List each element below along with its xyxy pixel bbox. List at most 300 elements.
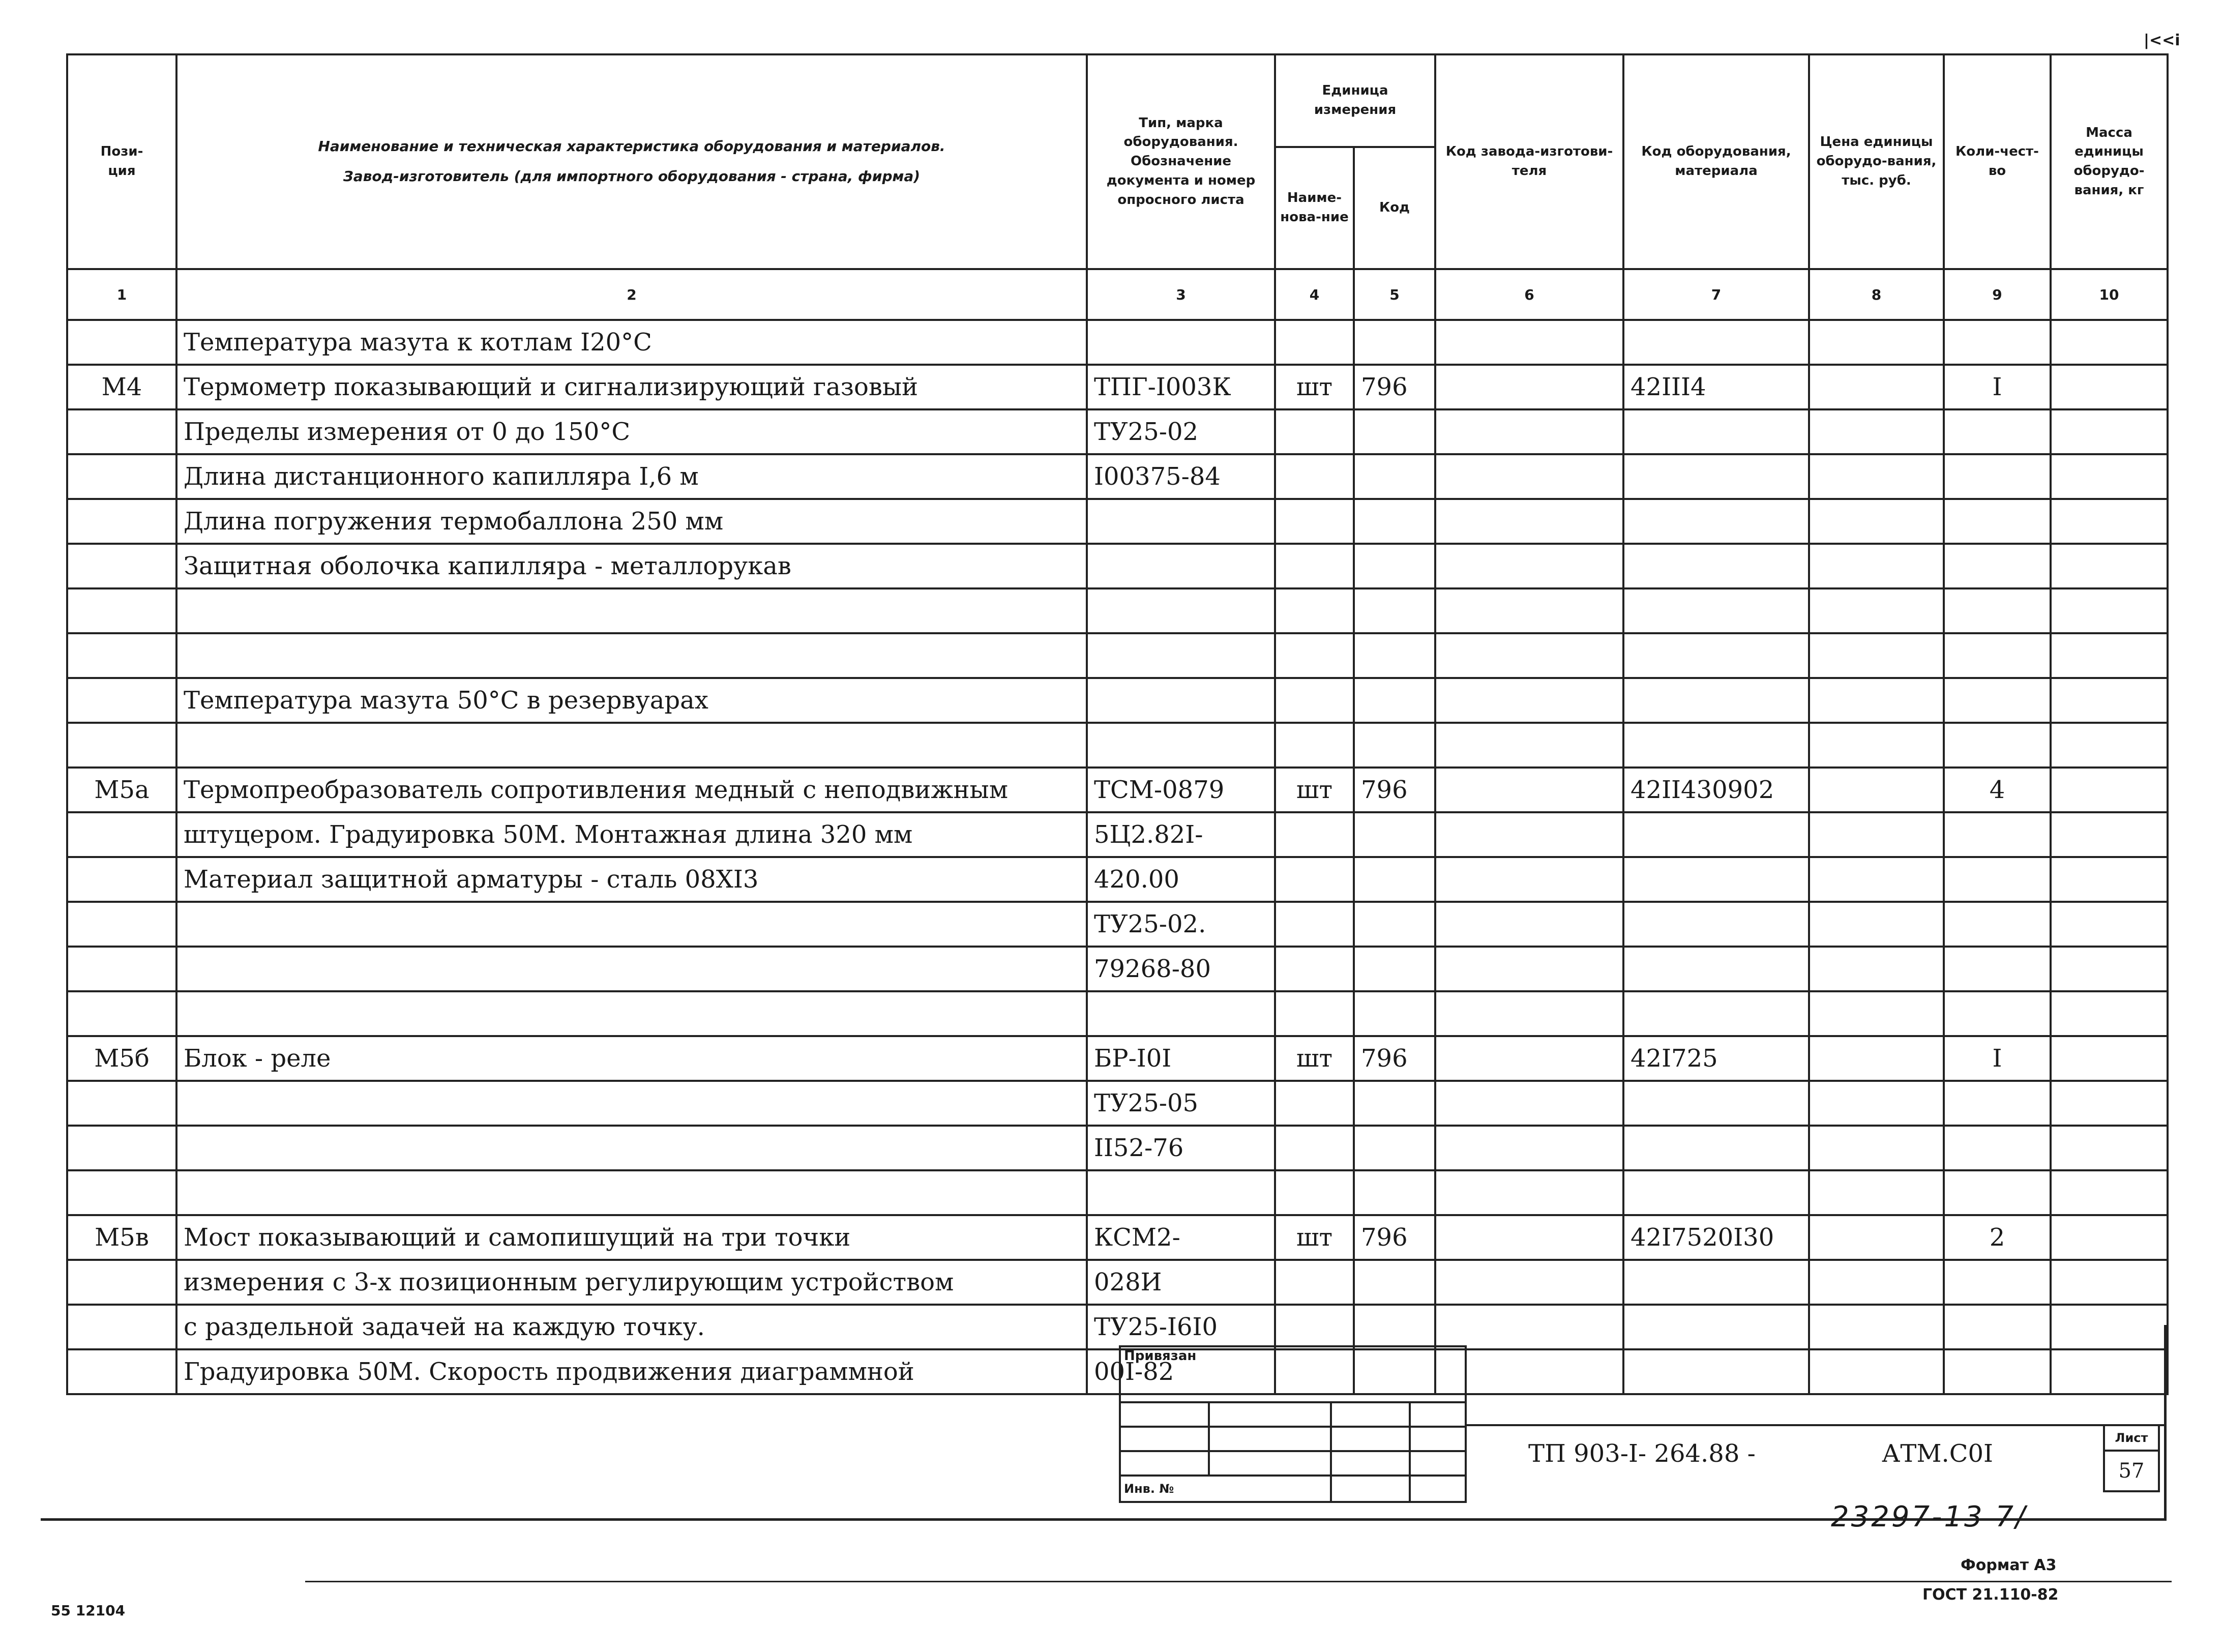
row-mass xyxy=(2051,1215,2168,1260)
row-quantity xyxy=(1944,812,2051,857)
row-equipment-code xyxy=(1623,902,1809,947)
table-body xyxy=(67,320,2168,1394)
table-row xyxy=(67,991,2168,1036)
row-type: 5Ц2.82I- xyxy=(1087,812,1275,857)
row-mass xyxy=(2051,812,2168,857)
row-price xyxy=(1809,1305,1944,1349)
column-number: 6 xyxy=(1435,269,1623,320)
header-position: Пози- ция xyxy=(67,54,176,269)
row-quantity xyxy=(1944,1126,2051,1170)
column-number: 7 xyxy=(1623,269,1809,320)
header-quantity: Коли-чест-во xyxy=(1944,54,2051,269)
row-unit-code xyxy=(1354,678,1435,723)
trim-line xyxy=(305,1581,2172,1582)
row-name xyxy=(176,947,1087,991)
row-factory-code xyxy=(1435,1305,1623,1349)
row-name: с раздельной задачей на каждую точку. xyxy=(176,1305,1087,1349)
row-type xyxy=(1087,588,1275,633)
row-equipment-code xyxy=(1623,1260,1809,1305)
header-unit: Единица измерения xyxy=(1275,54,1435,147)
row-price xyxy=(1809,812,1944,857)
row-factory-code xyxy=(1435,320,1623,365)
row-name xyxy=(176,1126,1087,1170)
row-position xyxy=(67,991,176,1036)
row-factory-code xyxy=(1435,633,1623,678)
row-quantity xyxy=(1944,1081,2051,1126)
column-number: 9 xyxy=(1944,269,2051,320)
row-equipment-code xyxy=(1623,499,1809,544)
row-factory-code xyxy=(1435,499,1623,544)
print-code: 55 12104 xyxy=(51,1602,126,1619)
row-unit xyxy=(1275,1170,1354,1215)
row-mass xyxy=(2051,1126,2168,1170)
row-unit xyxy=(1275,454,1354,499)
row-price xyxy=(1809,320,1944,365)
attachment-block xyxy=(1119,1345,1467,1503)
table-row xyxy=(67,1036,2168,1081)
row-mass xyxy=(2051,1349,2168,1394)
row-mass xyxy=(2051,320,2168,365)
row-price xyxy=(1809,1349,1944,1394)
row-name: Температура мазута к котлам I20°C xyxy=(176,320,1087,365)
row-unit-code: 796 xyxy=(1354,1215,1435,1260)
table-row xyxy=(67,812,2168,857)
row-type: ТУ25-02 xyxy=(1087,409,1275,454)
header-factory-code: Код завода-изготови-теля xyxy=(1435,54,1623,269)
row-quantity xyxy=(1944,678,2051,723)
table-row xyxy=(67,857,2168,902)
row-unit xyxy=(1275,902,1354,947)
column-number: 1 xyxy=(67,269,176,320)
row-factory-code xyxy=(1435,902,1623,947)
table-row xyxy=(67,723,2168,768)
header-row xyxy=(67,54,2168,147)
row-factory-code xyxy=(1435,409,1623,454)
table-row xyxy=(67,947,2168,991)
row-name xyxy=(176,588,1087,633)
row-mass xyxy=(2051,544,2168,588)
row-equipment-code xyxy=(1623,991,1809,1036)
row-name: Материал защитной арматуры - сталь 08ХI3 xyxy=(176,857,1087,902)
row-factory-code xyxy=(1435,454,1623,499)
table-row xyxy=(67,365,2168,409)
row-unit: шт xyxy=(1275,1036,1354,1081)
row-price xyxy=(1809,1081,1944,1126)
row-mass xyxy=(2051,1305,2168,1349)
header-type: Тип, марка оборудования. Обозначение документа и номер опросного листа xyxy=(1087,54,1275,269)
document-mark: АТМ.С0I xyxy=(1882,1439,1993,1468)
row-factory-code xyxy=(1435,544,1623,588)
row-mass xyxy=(2051,365,2168,409)
row-price xyxy=(1809,409,1944,454)
row-mass xyxy=(2051,857,2168,902)
row-type xyxy=(1087,678,1275,723)
row-mass xyxy=(2051,588,2168,633)
row-equipment-code xyxy=(1623,947,1809,991)
row-type xyxy=(1087,633,1275,678)
table-row xyxy=(67,499,2168,544)
row-quantity xyxy=(1944,1349,2051,1394)
row-name xyxy=(176,902,1087,947)
row-price xyxy=(1809,857,1944,902)
row-factory-code xyxy=(1435,1170,1623,1215)
row-mass xyxy=(2051,499,2168,544)
row-position xyxy=(67,723,176,768)
row-position xyxy=(67,1126,176,1170)
row-quantity xyxy=(1944,1260,2051,1305)
header-description-line1: Наименование и техническая характеристика оборудования и материалов. xyxy=(318,138,945,155)
row-price xyxy=(1809,544,1944,588)
row-price xyxy=(1809,723,1944,768)
row-mass xyxy=(2051,1170,2168,1215)
row-mass xyxy=(2051,454,2168,499)
row-type: БР-I0I xyxy=(1087,1036,1275,1081)
row-unit-code xyxy=(1354,544,1435,588)
row-equipment-code xyxy=(1623,409,1809,454)
row-mass xyxy=(2051,991,2168,1036)
row-name: Пределы измерения от 0 до 150°C xyxy=(176,409,1087,454)
row-position: M5б xyxy=(67,1036,176,1081)
row-type: ТУ25-I6I0 xyxy=(1087,1305,1275,1349)
row-unit-code xyxy=(1354,723,1435,768)
row-unit xyxy=(1275,1126,1354,1170)
row-factory-code xyxy=(1435,1081,1623,1126)
row-name: Термопреобразователь сопротивления медный с неподвижным xyxy=(176,768,1087,812)
row-equipment-code xyxy=(1623,857,1809,902)
row-quantity xyxy=(1944,947,2051,991)
row-name: штуцером. Градуировка 50М. Монтажная длина 320 мм xyxy=(176,812,1087,857)
row-name: Блок - реле xyxy=(176,1036,1087,1081)
sheet-number: 57 xyxy=(2104,1451,2159,1491)
header-unit-name: Наиме-нова-ние xyxy=(1275,147,1354,269)
row-unit-code xyxy=(1354,857,1435,902)
row-mass xyxy=(2051,947,2168,991)
row-name: измерения с 3-х позиционным регулирующим устройством xyxy=(176,1260,1087,1305)
document-number: ТП 903-I- 264.88 - xyxy=(1528,1439,1756,1468)
row-price xyxy=(1809,454,1944,499)
row-factory-code xyxy=(1435,678,1623,723)
row-price xyxy=(1809,1126,1944,1170)
row-type: ТУ25-02. xyxy=(1087,902,1275,947)
row-factory-code xyxy=(1435,1260,1623,1305)
row-price xyxy=(1809,1215,1944,1260)
row-unit: шт xyxy=(1275,365,1354,409)
table-row xyxy=(67,1305,2168,1349)
row-unit-code: 796 xyxy=(1354,365,1435,409)
row-quantity: I xyxy=(1944,1036,2051,1081)
row-mass xyxy=(2051,723,2168,768)
row-quantity xyxy=(1944,902,2051,947)
header-mass: Масса единицы оборудо-вания, кг xyxy=(2051,54,2168,269)
column-number: 10 xyxy=(2051,269,2168,320)
row-factory-code xyxy=(1435,588,1623,633)
row-equipment-code: 42I7520I30 xyxy=(1623,1215,1809,1260)
row-unit-code xyxy=(1354,812,1435,857)
row-name: Градуировка 50М. Скорость продвижения диаграммной xyxy=(176,1349,1087,1394)
row-quantity xyxy=(1944,723,2051,768)
table-row xyxy=(67,1126,2168,1170)
row-price xyxy=(1809,947,1944,991)
header-description xyxy=(176,54,1087,269)
row-name xyxy=(176,723,1087,768)
row-unit-code xyxy=(1354,902,1435,947)
table-row xyxy=(67,1260,2168,1305)
row-unit xyxy=(1275,633,1354,678)
header-unit-code: Код xyxy=(1354,147,1435,269)
sheet-box xyxy=(2103,1424,2160,1492)
row-price xyxy=(1809,365,1944,409)
row-type: КСМ2- xyxy=(1087,1215,1275,1260)
row-unit xyxy=(1275,1081,1354,1126)
row-equipment-code xyxy=(1623,723,1809,768)
sheet-label: Лист xyxy=(2104,1425,2159,1451)
table-row xyxy=(67,902,2168,947)
row-quantity: I xyxy=(1944,365,2051,409)
row-position xyxy=(67,499,176,544)
row-name xyxy=(176,633,1087,678)
row-quantity xyxy=(1944,409,2051,454)
row-type: 00I-82 xyxy=(1087,1349,1275,1394)
row-position xyxy=(67,857,176,902)
row-unit-code xyxy=(1354,633,1435,678)
row-factory-code xyxy=(1435,812,1623,857)
row-unit-code xyxy=(1354,499,1435,544)
row-quantity xyxy=(1944,320,2051,365)
table-row xyxy=(67,588,2168,633)
table-row xyxy=(67,320,2168,365)
column-number: 8 xyxy=(1809,269,1944,320)
row-position xyxy=(67,1081,176,1126)
row-quantity xyxy=(1944,544,2051,588)
row-type xyxy=(1087,320,1275,365)
table-row xyxy=(67,1170,2168,1215)
row-type: 420.00 xyxy=(1087,857,1275,902)
row-name xyxy=(176,1170,1087,1215)
row-mass xyxy=(2051,633,2168,678)
row-price xyxy=(1809,768,1944,812)
row-factory-code xyxy=(1435,1036,1623,1081)
row-equipment-code xyxy=(1623,1349,1809,1394)
column-number: 4 xyxy=(1275,269,1354,320)
row-position: M5а xyxy=(67,768,176,812)
row-type: ТСМ-0879 xyxy=(1087,768,1275,812)
row-unit xyxy=(1275,544,1354,588)
row-mass xyxy=(2051,902,2168,947)
row-quantity xyxy=(1944,1305,2051,1349)
row-position: M5в xyxy=(67,1215,176,1260)
row-type: ТУ25-05 xyxy=(1087,1081,1275,1126)
row-position xyxy=(67,902,176,947)
header-price: Цена единицы оборудо-вания, тыс. руб. xyxy=(1809,54,1944,269)
row-equipment-code xyxy=(1623,812,1809,857)
row-mass xyxy=(2051,409,2168,454)
row-unit xyxy=(1275,991,1354,1036)
row-factory-code xyxy=(1435,947,1623,991)
row-quantity xyxy=(1944,991,2051,1036)
row-type xyxy=(1087,991,1275,1036)
row-name: Длина дистанционного капилляра I,6 м xyxy=(176,454,1087,499)
row-quantity: 4 xyxy=(1944,768,2051,812)
row-position xyxy=(67,1305,176,1349)
row-type xyxy=(1087,723,1275,768)
row-unit xyxy=(1275,723,1354,768)
row-unit-code xyxy=(1354,1305,1435,1349)
row-equipment-code xyxy=(1623,588,1809,633)
row-factory-code xyxy=(1435,857,1623,902)
row-position xyxy=(67,588,176,633)
row-unit-code xyxy=(1354,1170,1435,1215)
table-row xyxy=(67,768,2168,812)
row-name xyxy=(176,1081,1087,1126)
row-type: ТПГ-I003К xyxy=(1087,365,1275,409)
row-unit: шт xyxy=(1275,768,1354,812)
row-unit xyxy=(1275,320,1354,365)
row-mass xyxy=(2051,1036,2168,1081)
gost-label: ГОСТ 21.110-82 xyxy=(1922,1586,2059,1604)
row-equipment-code xyxy=(1623,1081,1809,1126)
row-unit xyxy=(1275,857,1354,902)
row-price xyxy=(1809,1260,1944,1305)
row-quantity xyxy=(1944,857,2051,902)
row-unit-code xyxy=(1354,947,1435,991)
row-mass xyxy=(2051,1081,2168,1126)
row-unit-code xyxy=(1354,1260,1435,1305)
row-name: Термометр показывающий и сигнализирующий газовый xyxy=(176,365,1087,409)
row-position: M4 xyxy=(67,365,176,409)
column-number: 2 xyxy=(176,269,1087,320)
row-position xyxy=(67,409,176,454)
row-unit-code: 796 xyxy=(1354,768,1435,812)
table-row xyxy=(67,409,2168,454)
row-equipment-code xyxy=(1623,678,1809,723)
row-position xyxy=(67,812,176,857)
table-row xyxy=(67,544,2168,588)
row-equipment-code xyxy=(1623,633,1809,678)
row-equipment-code: 42III4 xyxy=(1623,365,1809,409)
row-name xyxy=(176,991,1087,1036)
header-description-line2: Завод-изготовитель (для импортного оборудования - страна, фирма) xyxy=(343,168,921,185)
row-unit-code xyxy=(1354,320,1435,365)
row-unit xyxy=(1275,812,1354,857)
table-row xyxy=(67,454,2168,499)
table-row xyxy=(67,1349,2168,1394)
row-quantity xyxy=(1944,1170,2051,1215)
row-price xyxy=(1809,991,1944,1036)
right-border xyxy=(2164,1325,2167,1520)
corner-mark: |<<i xyxy=(2144,32,2180,49)
row-position xyxy=(67,947,176,991)
row-name: Температура мазута 50°C в резервуарах xyxy=(176,678,1087,723)
row-equipment-code xyxy=(1623,1170,1809,1215)
row-price xyxy=(1809,588,1944,633)
row-price xyxy=(1809,1170,1944,1215)
row-unit xyxy=(1275,1305,1354,1349)
row-price xyxy=(1809,902,1944,947)
row-unit-code xyxy=(1354,991,1435,1036)
title-block-top-line xyxy=(1465,1424,2167,1426)
row-type: 028И xyxy=(1087,1260,1275,1305)
row-unit-code xyxy=(1354,1081,1435,1126)
row-type xyxy=(1087,1170,1275,1215)
inventory-label: Инв. № xyxy=(1120,1476,1331,1502)
table-row xyxy=(67,1081,2168,1126)
row-position xyxy=(67,454,176,499)
row-type: II52-76 xyxy=(1087,1126,1275,1170)
table-row xyxy=(67,1215,2168,1260)
row-type: 79268-80 xyxy=(1087,947,1275,991)
handwritten-number: 23297-13 7/ xyxy=(1831,1500,2027,1533)
row-position xyxy=(67,1260,176,1305)
row-unit-code xyxy=(1354,1126,1435,1170)
table-row xyxy=(67,633,2168,678)
row-quantity xyxy=(1944,588,2051,633)
row-position xyxy=(67,320,176,365)
row-price xyxy=(1809,633,1944,678)
row-equipment-code xyxy=(1623,544,1809,588)
attached-label: Привязан xyxy=(1120,1346,1466,1402)
row-type: I00375-84 xyxy=(1087,454,1275,499)
row-name: Защитная оболочка капилляра - металлорукав xyxy=(176,544,1087,588)
row-position xyxy=(67,678,176,723)
row-unit xyxy=(1275,499,1354,544)
row-unit-code: 796 xyxy=(1354,1036,1435,1081)
row-price xyxy=(1809,1036,1944,1081)
row-unit xyxy=(1275,409,1354,454)
row-quantity xyxy=(1944,633,2051,678)
row-price xyxy=(1809,678,1944,723)
row-unit xyxy=(1275,1260,1354,1305)
row-unit: шт xyxy=(1275,1215,1354,1260)
column-numbers-row xyxy=(67,269,2168,320)
row-factory-code xyxy=(1435,1215,1623,1260)
row-type xyxy=(1087,544,1275,588)
column-number: 5 xyxy=(1354,269,1435,320)
equipment-table xyxy=(66,53,2169,1395)
row-mass xyxy=(2051,678,2168,723)
row-equipment-code xyxy=(1623,1126,1809,1170)
row-quantity xyxy=(1944,454,2051,499)
row-mass xyxy=(2051,1260,2168,1305)
row-quantity: 2 xyxy=(1944,1215,2051,1260)
row-mass xyxy=(2051,768,2168,812)
row-quantity xyxy=(1944,499,2051,544)
row-unit xyxy=(1275,947,1354,991)
row-name: Мост показывающий и самопишущий на три точки xyxy=(176,1215,1087,1260)
row-equipment-code: 42I725 xyxy=(1623,1036,1809,1081)
row-position xyxy=(67,1170,176,1215)
row-position xyxy=(67,544,176,588)
row-factory-code xyxy=(1435,723,1623,768)
table-row xyxy=(67,678,2168,723)
row-unit-code xyxy=(1354,588,1435,633)
column-number: 3 xyxy=(1087,269,1275,320)
row-equipment-code xyxy=(1623,1305,1809,1349)
row-position xyxy=(67,1349,176,1394)
row-type xyxy=(1087,499,1275,544)
row-unit-code xyxy=(1354,454,1435,499)
row-position xyxy=(67,633,176,678)
header-equipment-code: Код оборудования, материала xyxy=(1623,54,1809,269)
row-factory-code xyxy=(1435,991,1623,1036)
row-name: Длина погружения термобаллона 250 мм xyxy=(176,499,1087,544)
row-factory-code xyxy=(1435,365,1623,409)
row-equipment-code xyxy=(1623,320,1809,365)
row-factory-code xyxy=(1435,1126,1623,1170)
format-label: Формат А3 xyxy=(1961,1556,2057,1574)
row-unit-code xyxy=(1354,409,1435,454)
row-factory-code xyxy=(1435,768,1623,812)
row-unit xyxy=(1275,678,1354,723)
